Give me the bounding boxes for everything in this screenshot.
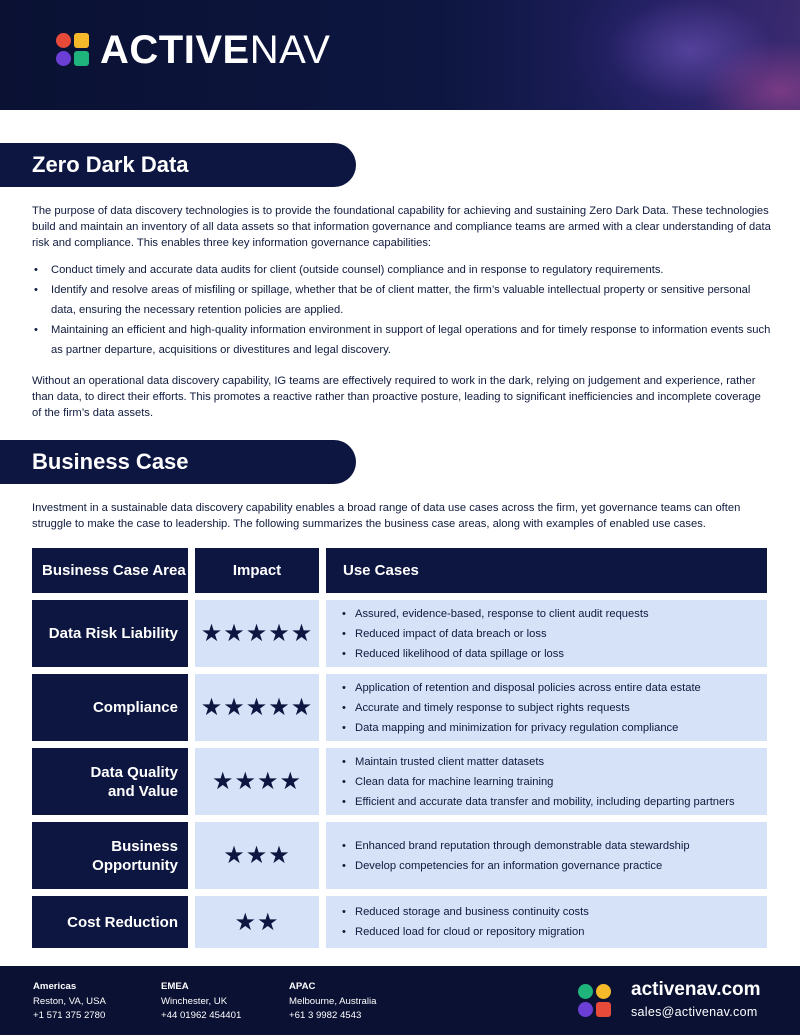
table-row-area (32, 748, 188, 815)
table-header-area: Business Case Area (32, 548, 188, 593)
table-header-impact: Impact (195, 548, 319, 593)
logo-wordmark: ACTIVENAV (100, 28, 331, 72)
office-phone: +1 571 375 2780 (33, 1010, 106, 1021)
list-item: • Maintain trusted client matter datasets (342, 752, 735, 772)
zdd-capabilities-list (32, 260, 772, 360)
email-link[interactable]: sales@activenav.com (631, 1005, 758, 1019)
office-phone: +61 3 9982 4543 (289, 1010, 362, 1021)
list-item: • Clean data for machine learning training (342, 772, 735, 792)
office-city: Reston, VA, USA (33, 995, 106, 1007)
office-city: Winchester, UK (161, 995, 228, 1007)
list-item: • Develop competencies for an information governance practice (342, 856, 690, 876)
area-line: Business (111, 837, 178, 855)
page-footer (0, 966, 800, 1035)
star-rating: ★★ (195, 896, 319, 948)
table-row-use-cases (326, 748, 767, 815)
star-rating: ★★★★★ (195, 674, 319, 741)
page-header (0, 0, 800, 110)
list-item: • Application of retention and disposal policies across entire data estate (342, 678, 701, 698)
business-intro-paragraph: Investment in a sustainable data discovery capability enables a broad range of data use cases across the firm, yet governance teams can often struggle to make the case to leadership. The following summarizes the business case areas, along with examples of enabled use cases. (32, 502, 741, 530)
table-row-area: Cost Reduction (32, 896, 188, 948)
table-row-area (32, 822, 188, 889)
zdd-intro-paragraph: The purpose of data discovery technologies is to provide the foundational capability for achieving and sustaining Zero Dark Data. These technologies build and maintain an inventory of all data assets so that information governance and compliance teams are armed with a clear understanding of data risk and compliance. This enables three key information governance capabilities: (32, 205, 771, 249)
logo-mark-icon (578, 984, 612, 1018)
zdd-outro-paragraph: Without an operational data discovery capability, IG teams are effectively required to work in the dark, relying on judgement and experience, rather than data, to direct their efforts. This promotes a reactive rather than proactive posture, leading to significant inefficiencies and incomplete coverage of the firm’s data assets. (32, 375, 761, 419)
star-rating: ★★★★ (195, 748, 319, 815)
office-apac (289, 980, 376, 1024)
star-rating: ★★★★★ (195, 600, 319, 667)
list-item: • Reduced load for cloud or repository migration (342, 922, 589, 942)
table-row-use-cases (326, 896, 767, 948)
table-row-use-cases (326, 600, 767, 667)
header-glow-accent (700, 40, 800, 110)
list-item: • Efficient and accurate data transfer and mobility, including departing partners (342, 792, 735, 812)
office-americas (33, 980, 106, 1024)
area-line: Opportunity (92, 856, 178, 874)
star-rating: ★★★ (195, 822, 319, 889)
list-item: • Reduced likelihood of data spillage or loss (342, 644, 649, 664)
logo-mark-icon (56, 33, 90, 67)
table-row-use-cases (326, 822, 767, 889)
table-row-area: Compliance (32, 674, 188, 741)
list-item: • Assured, evidence-based, response to client audit requests (342, 604, 649, 624)
table-row-use-cases (326, 674, 767, 741)
office-name: APAC (289, 981, 316, 992)
area-line: and Value (107, 782, 178, 800)
section-title-zero-dark-data: Zero Dark Data (0, 143, 356, 187)
list-item: • Data mapping and minimization for privacy regulation compliance (342, 718, 701, 738)
list-item: • Enhanced brand reputation through demonstrable data stewardship (342, 836, 690, 856)
section-title-business-case: Business Case (0, 440, 356, 484)
activenav-logo (56, 30, 330, 70)
office-phone: +44 01962 454401 (161, 1010, 242, 1021)
list-item: • Reduced impact of data breach or loss (342, 624, 649, 644)
list-item: • Identify and resolve areas of misfiling or spillage, whether that be of client matter, the firm’s valuable intellectual property or sensitive personal data, ensuring the necessary retention policies are applied. (32, 280, 772, 320)
table-row-area: Data Risk Liability (32, 600, 188, 667)
list-item: • Accurate and timely response to subject rights requests (342, 698, 701, 718)
list-item: • Reduced storage and business continuity costs (342, 902, 589, 922)
website-link[interactable]: activenav.com (631, 979, 761, 1000)
office-emea (161, 980, 241, 1024)
office-city: Melbourne, Australia (289, 995, 377, 1007)
office-name: Americas (33, 981, 77, 992)
office-name: EMEA (161, 981, 189, 992)
list-item: • Conduct timely and accurate data audits for client (outside counsel) compliance and in response to regulatory requirements. (32, 260, 772, 280)
table-header-use-cases: Use Cases (326, 548, 767, 593)
area-line: Data Quality (90, 763, 178, 781)
list-item: • Maintaining an efficient and high-quality information environment in support of legal operations and for timely response to information events such as partner departure, acquisitions or divestitures and legal discovery. (32, 320, 772, 360)
